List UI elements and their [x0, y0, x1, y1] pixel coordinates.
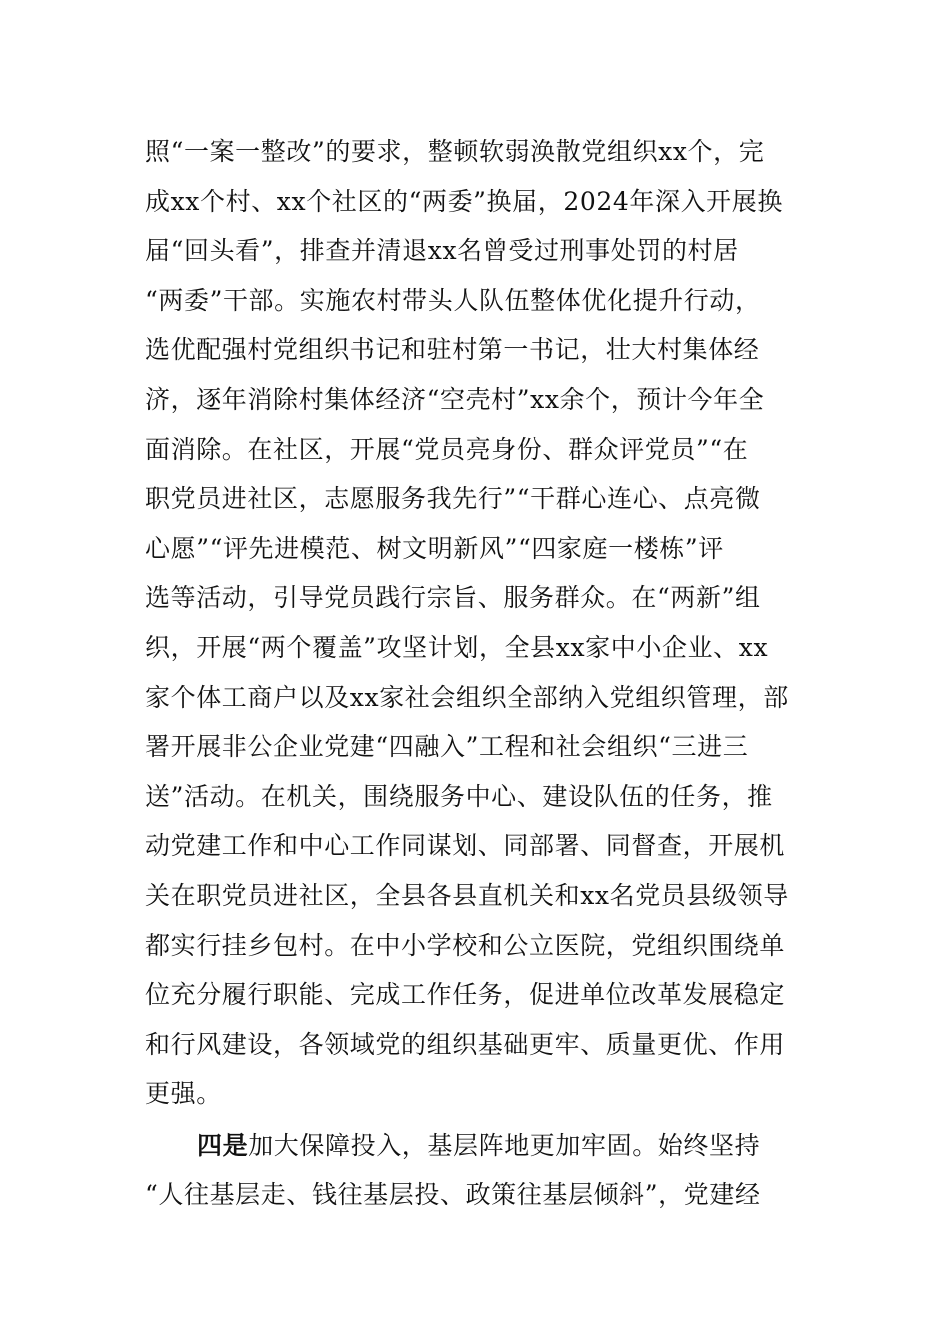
- text-line: 署开展非公企业党建“四融入”工程和社会组织“三进三: [145, 732, 749, 762]
- paragraph-four: [145, 1121, 810, 1220]
- paragraph-lead-bold: 四是: [197, 1130, 249, 1160]
- text-line: 选优配强村党组织书记和驻村第一书记，壮大村集体经: [145, 335, 760, 365]
- text-line: 选等活动，引导党员践行宗旨、服务群众。在“两新”组: [145, 583, 761, 613]
- text-line: “人往基层走、钱往基层投、政策往基层倾斜”，党建经: [145, 1180, 761, 1210]
- text-line: “两委”干部。实施农村带头人队伍整体优化提升行动，: [145, 285, 761, 315]
- text-line: 送”活动。在机关，围绕服务中心、建设队伍的任务，推: [145, 781, 773, 811]
- text-line: 家个体工商户以及xx家社会组织全部纳入党组织管理，部: [145, 682, 789, 712]
- text-line: 动党建工作和中心工作同谋划、同部署、同督查，开展机: [145, 831, 786, 861]
- text-line: 济，逐年消除村集体经济“空壳村”xx余个，预计今年全: [145, 384, 765, 414]
- text-line: 更强。: [145, 1079, 222, 1109]
- paragraph-continued: [145, 127, 810, 1119]
- text-line: 心愿”“评先进模范、树文明新风”“四家庭一楼栋”评: [145, 533, 724, 563]
- text-line: 职党员进社区，志愿服务我先行”“干群心连心、点亮微: [145, 484, 761, 514]
- text-line: 都实行挂乡包村。在中小学校和公立医院，党组织围绕单: [145, 930, 786, 960]
- paragraph-lead-rest: 加大保障投入，基层阵地更加牢固。始终坚持: [248, 1130, 761, 1160]
- text-line: 届“回头看”，排查并清退xx名曾受过刑事处罚的村居: [145, 236, 739, 266]
- text-line: 成xx个村、xx个社区的“两委”换届，2024年深入开展换: [145, 186, 783, 216]
- text-line: 位充分履行职能、完成工作任务，促进单位改革发展稳定: [145, 980, 786, 1010]
- text-line: 面消除。在社区，开展“党员亮身份、群众评党员”“在: [145, 434, 749, 464]
- text-line: 和行风建设，各领域党的组织基础更牢、质量更优、作用: [145, 1029, 786, 1059]
- text-line: 织，开展“两个覆盖”攻坚计划，全县xx家中小企业、xx: [145, 632, 769, 662]
- text-line-first: [145, 1121, 810, 1171]
- text-line: 关在职党员进社区，全县各县直机关和xx名党员县级领导: [145, 880, 789, 910]
- body-text: [145, 127, 810, 1220]
- text-line: 照“一案一整改”的要求，整顿软弱涣散党组织xx个，完: [145, 137, 765, 166]
